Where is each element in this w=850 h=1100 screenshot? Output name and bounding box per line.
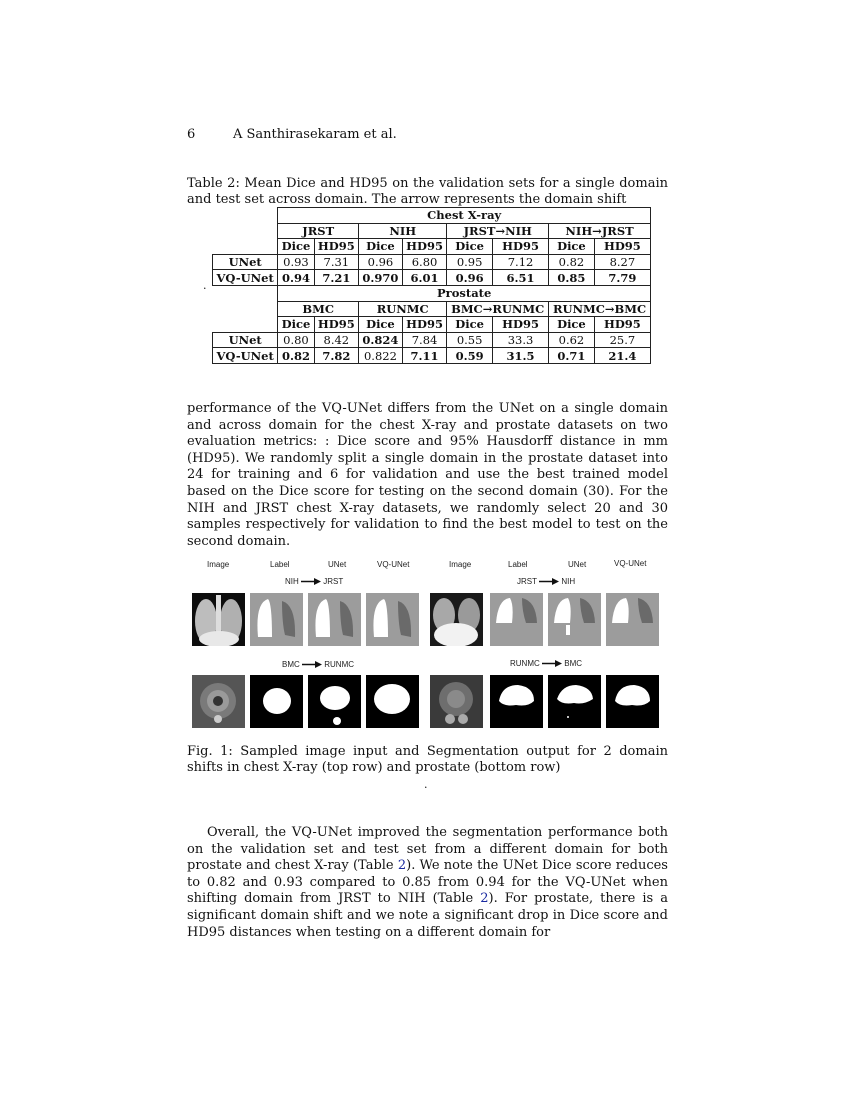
metric-header: Dice (359, 239, 403, 255)
prostate-mri-input-left (192, 675, 245, 728)
group-header: BMC→RUNMC (447, 301, 549, 317)
metric-header: Dice (359, 317, 403, 333)
section-title-chest: Chest X-ray (278, 208, 651, 224)
group-header: NIH (359, 223, 447, 239)
col-header: Image (449, 560, 472, 569)
stray-mark: . (203, 279, 207, 292)
metric-header: HD95 (594, 239, 650, 255)
shift-label-top-left: NIH JRST (285, 577, 344, 586)
metric-header: HD95 (492, 239, 548, 255)
chest-vqunet-left (366, 593, 419, 646)
col-header: VQ-UNet (377, 560, 410, 569)
group-header: JRST (278, 223, 359, 239)
prostate-mri-input-right (430, 675, 483, 728)
chest-xray-input-left (192, 593, 245, 646)
chest-unet-right (548, 593, 601, 646)
prostate-label-left (250, 675, 303, 728)
chest-xray-input-right (430, 593, 483, 646)
metric-header: Dice (549, 239, 595, 255)
metric-header: HD95 (402, 239, 447, 255)
metric-header: Dice (278, 317, 314, 333)
section-title-prostate: Prostate (278, 285, 651, 301)
col-header: Label (270, 560, 290, 569)
table-caption: Table 2: Mean Dice and HD95 on the validation sets for a single domain and test set across domain. The arrow represents the domain shift (187, 176, 668, 207)
col-header: Label (508, 560, 528, 569)
prostate-unet-right (548, 675, 601, 728)
shift-label-top-right: JRST NIH (517, 577, 576, 586)
chest-unet-left (308, 593, 361, 646)
table-row: VQ-UNet 0.94 7.21 0.970 6.01 0.96 6.51 0.85 7.79 (213, 270, 651, 286)
shift-label-bottom-left: BMC RUNMC (282, 660, 355, 669)
running-author-header: A Santhirasekaram et al. (233, 127, 397, 142)
metric-header: Dice (278, 239, 314, 255)
figure-1 (187, 556, 668, 732)
chest-label-left (250, 593, 303, 646)
chest-label-right (490, 593, 543, 646)
table-row: VQ-UNet 0.82 7.82 0.822 7.11 0.59 31.5 0.71 21.4 (213, 348, 651, 364)
metric-header: Dice (447, 317, 493, 333)
figure-caption: Fig. 1: Sampled image input and Segmentation output for 2 domain shifts in chest X-ray (top row) and prostate (bottom row) (187, 744, 668, 775)
group-header: NIH→JRST (549, 223, 651, 239)
shift-label-bottom-right: RUNMC BMC (510, 659, 583, 668)
body-paragraph-1: performance of the VQ-UNet differs from the UNet on a single domain and across domain for the chest X-ray and prostate datasets on two evaluation metrics: : Dice score and 95% Hausdorff distance in mm (HD95). We randomly split a single domain in the prostate dataset into 24 for training and 6 for validation and use the best trained model based on the Dice score for testing on the second domain (30). For the NIH and JRST chest X-ray datasets, we randomly select 20 and 30 samples respectively for validation to find the best model to test on the second domain. (187, 401, 668, 549)
prostate-vqunet-left (366, 675, 419, 728)
col-header: VQ-UNet (614, 559, 647, 568)
arrow-right-icon (542, 660, 562, 667)
metric-header: HD95 (492, 317, 548, 333)
metric-header: HD95 (594, 317, 650, 333)
table-row: UNet 0.80 8.42 0.824 7.84 0.55 33.3 0.62 25.7 (213, 332, 651, 348)
metric-header: Dice (447, 239, 493, 255)
arrow-right-icon (301, 578, 321, 585)
prostate-unet-left (308, 675, 361, 728)
group-header: JRST→NIH (447, 223, 549, 239)
group-header: BMC (278, 301, 359, 317)
metric-header: HD95 (314, 317, 359, 333)
metric-header: HD95 (402, 317, 447, 333)
col-header: UNet (568, 560, 587, 569)
page-number: 6 (187, 127, 196, 142)
table-reference-link[interactable]: 2 (397, 858, 407, 874)
table-row: UNet 0.93 7.31 0.96 6.80 0.95 7.12 0.82 8.27 (213, 254, 651, 270)
col-header: UNet (328, 560, 347, 569)
group-header: RUNMC (359, 301, 447, 317)
table-reference-link[interactable]: 2 (480, 891, 489, 907)
group-header: RUNMC→BMC (549, 301, 651, 317)
arrow-right-icon (302, 661, 322, 668)
stray-mark: . (424, 778, 428, 791)
prostate-vqunet-right (606, 675, 659, 728)
col-header: Image (207, 560, 230, 569)
arrow-right-icon (539, 578, 559, 585)
metric-header: HD95 (314, 239, 359, 255)
prostate-label-right (490, 675, 543, 728)
chest-vqunet-right (606, 593, 659, 646)
body-paragraph-2: Overall, the VQ-UNet improved the segmentation performance both on the validation set and test set from a different domain for both prostate and chest X-ray (Table 2). We note the UNet Dice score reduces to 0.82 and 0.93 compared to 0.85 from 0.94 for the VQ-UNet when shifting domain from JRST to NIH (Table 2). For prostate, there is a significant domain shift and we note a significant drop in Dice score and HD95 distances when testing on a different domain for (187, 825, 668, 940)
results-table (212, 207, 651, 364)
metric-header: Dice (549, 317, 595, 333)
